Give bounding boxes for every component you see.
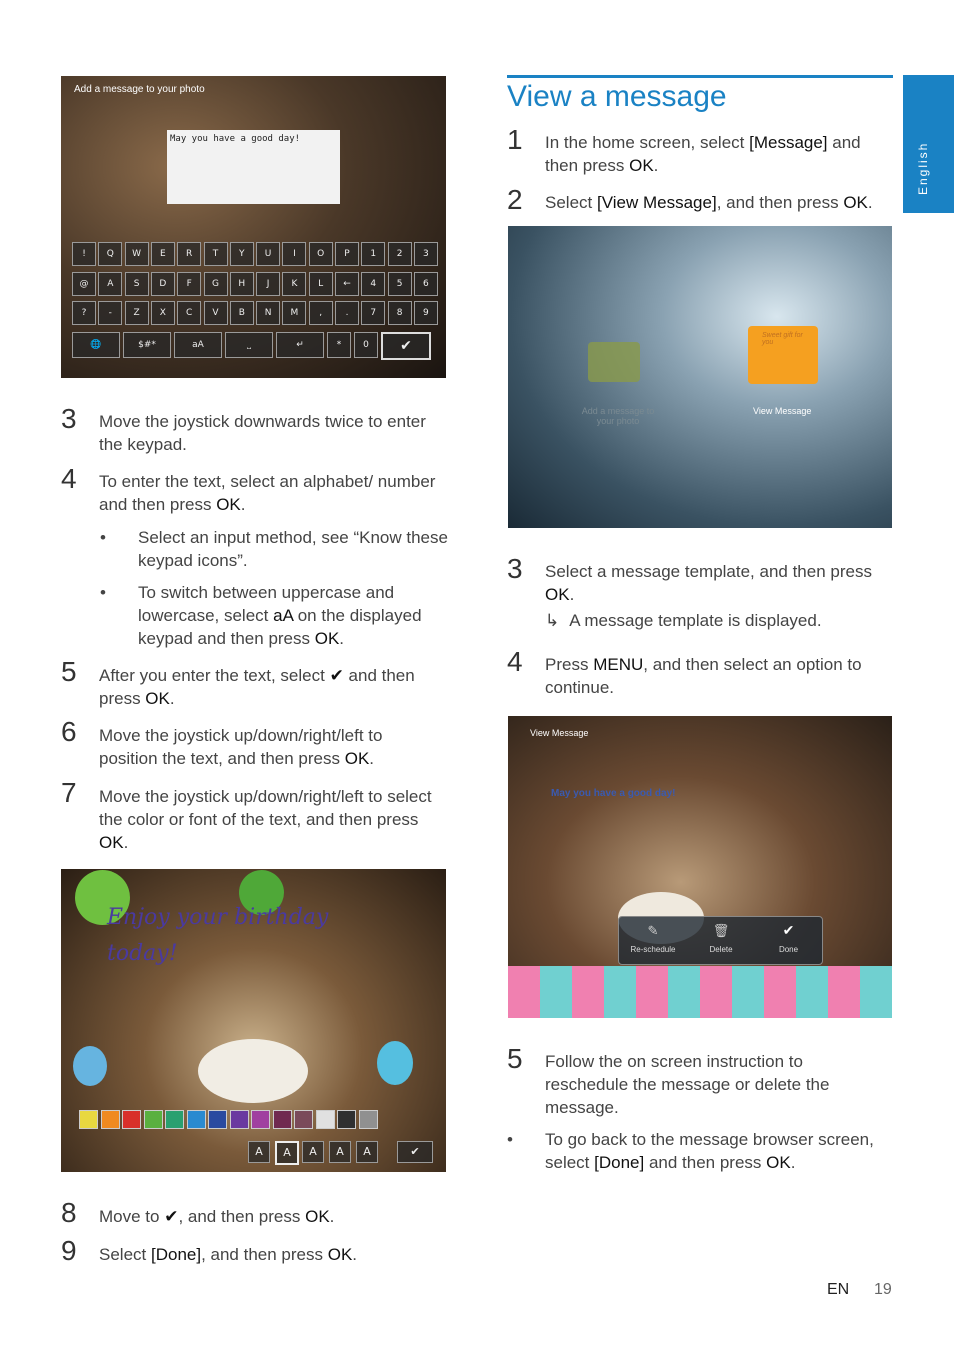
step-3r-end: . bbox=[569, 585, 575, 604]
color-swatch[interactable] bbox=[187, 1110, 206, 1129]
bullet-item bbox=[507, 1128, 895, 1174]
keyboard-bottom-key[interactable]: ↵ bbox=[276, 332, 324, 358]
bullet-dot: • bbox=[507, 1130, 513, 1149]
step-1-text: In the home screen, select bbox=[545, 133, 750, 152]
envelope-icon bbox=[748, 326, 818, 384]
keyboard-key[interactable]: J bbox=[256, 272, 280, 296]
step-9-end: . bbox=[352, 1245, 358, 1264]
bullet-end: . bbox=[339, 629, 345, 648]
reschedule-option[interactable] bbox=[619, 917, 687, 964]
ok-label: OK bbox=[99, 833, 124, 852]
keyboard-key[interactable]: Z bbox=[125, 301, 149, 325]
ok-label: OK bbox=[216, 495, 241, 514]
edit-icon: ✎ bbox=[647, 923, 659, 938]
bullet-text: Select an input method, see “Know these keypad icons”. bbox=[138, 528, 448, 570]
step-text bbox=[545, 131, 895, 177]
view-message-label: [View Message] bbox=[596, 193, 717, 212]
keyboard-key[interactable]: - bbox=[98, 301, 122, 325]
step-5-text: After you enter the text, select bbox=[99, 666, 330, 685]
delete-label: Delete bbox=[709, 945, 733, 954]
keyboard-key[interactable]: R bbox=[177, 242, 201, 266]
step-number: 5 bbox=[507, 1043, 523, 1074]
trash-icon: 🗑 bbox=[712, 923, 730, 938]
done-label: [Done] bbox=[150, 1245, 202, 1264]
cake bbox=[198, 1039, 308, 1103]
keyboard-key[interactable]: F bbox=[177, 272, 201, 296]
done-label: Done bbox=[778, 945, 799, 954]
overlay-text-line-1: Enjoy your birthday bbox=[107, 905, 329, 930]
ok-label: OK bbox=[766, 1153, 791, 1172]
keyboard-bottom-key[interactable]: aA bbox=[174, 332, 222, 358]
keyboard-key[interactable]: . bbox=[335, 301, 359, 325]
menu-screenshot bbox=[508, 226, 892, 528]
delete-option[interactable] bbox=[687, 917, 755, 964]
bullet-end: . bbox=[790, 1153, 796, 1172]
check-icon: ✔ bbox=[329, 666, 344, 685]
bullet-text: To switch between uppercase and lowercase, select bbox=[138, 583, 395, 625]
birthday-screenshot bbox=[61, 869, 446, 1172]
keyboard-key[interactable]: V bbox=[204, 301, 228, 325]
keyboard-key[interactable]: A bbox=[98, 272, 122, 296]
keyboard-key[interactable]: 4 bbox=[361, 272, 385, 296]
arrow-icon: ↳ bbox=[545, 611, 560, 630]
result-text: A message template is displayed. bbox=[569, 611, 822, 630]
view-message-screenshot bbox=[508, 716, 892, 1018]
step-4-end: . bbox=[240, 495, 246, 514]
message-text: May you have a good day! bbox=[170, 134, 301, 144]
step-1-text-2: and then press bbox=[545, 133, 861, 175]
ok-label: OK bbox=[843, 193, 868, 212]
keyboard-key[interactable]: K bbox=[282, 272, 306, 296]
step-9-text: Select bbox=[99, 1245, 151, 1264]
step-number: 8 bbox=[61, 1197, 77, 1228]
step-text bbox=[545, 560, 885, 606]
keyboard-key[interactable]: C bbox=[177, 301, 201, 325]
step-number: 7 bbox=[61, 777, 77, 808]
step-number: 5 bbox=[61, 656, 77, 687]
bullet-text-2: on the displayed keypad and then press bbox=[138, 606, 422, 648]
keyboard-key[interactable]: W bbox=[125, 242, 149, 266]
color-swatch[interactable] bbox=[165, 1110, 184, 1129]
font-button[interactable]: A bbox=[329, 1141, 351, 1163]
done-option[interactable] bbox=[755, 917, 822, 964]
step-number: 2 bbox=[507, 184, 523, 215]
step-text bbox=[99, 1205, 439, 1228]
step-2-end: . bbox=[867, 193, 873, 212]
font-button[interactable]: A bbox=[302, 1141, 324, 1163]
font-button[interactable]: A bbox=[248, 1141, 270, 1163]
step-2-text-2: , and then press bbox=[716, 193, 844, 212]
step-text bbox=[99, 724, 439, 770]
color-swatch[interactable] bbox=[101, 1110, 120, 1129]
keyboard-key[interactable]: U bbox=[256, 242, 280, 266]
keyboard-bottom-key[interactable]: 🌐 bbox=[72, 332, 120, 358]
step-text bbox=[545, 1050, 880, 1119]
keyboard-key[interactable]: , bbox=[309, 301, 333, 325]
keyboard-key[interactable]: O bbox=[309, 242, 333, 266]
message-label: [Message] bbox=[749, 133, 828, 152]
footer-page-number: 19 bbox=[874, 1281, 892, 1298]
keyboard-key[interactable]: 6 bbox=[414, 272, 438, 296]
overlay-text: May you have a good day! bbox=[551, 788, 676, 799]
keyboard-screenshot bbox=[61, 76, 446, 378]
overlay-text-line-2: today! bbox=[107, 941, 178, 966]
keyboard-key[interactable]: N bbox=[256, 301, 280, 325]
step-text bbox=[99, 1243, 439, 1266]
aa-label: aA bbox=[273, 606, 293, 625]
keyboard-key[interactable]: 3 bbox=[414, 242, 438, 266]
keyboard-bottom-key[interactable]: ✔ bbox=[381, 332, 431, 360]
step-number: 3 bbox=[507, 553, 523, 584]
keyboard-bottom-key[interactable]: 0 bbox=[354, 332, 378, 358]
keyboard-key[interactable]: M bbox=[282, 301, 306, 325]
result-line bbox=[545, 609, 885, 632]
keyboard-key[interactable]: ! bbox=[72, 242, 96, 266]
ok-label: OK bbox=[344, 749, 370, 768]
language-tab bbox=[903, 75, 954, 213]
ok-label: OK bbox=[629, 156, 654, 175]
font-button[interactable]: A bbox=[356, 1141, 378, 1163]
keyboard-key[interactable]: G bbox=[204, 272, 228, 296]
ok-label: OK bbox=[327, 1245, 353, 1264]
step-text bbox=[545, 653, 890, 699]
step-4-text: To enter the text, select an alphabet/ number and then press bbox=[99, 472, 436, 514]
step-number: 3 bbox=[61, 403, 77, 434]
step-number: 1 bbox=[507, 124, 523, 155]
ok-label: OK bbox=[305, 1207, 330, 1226]
step-text bbox=[99, 664, 439, 710]
keyboard-key[interactable]: 2 bbox=[388, 242, 412, 266]
keyboard-key[interactable]: T bbox=[204, 242, 228, 266]
bullet-item bbox=[100, 581, 453, 650]
check-icon: ✔ bbox=[782, 922, 795, 938]
bullet-item bbox=[100, 526, 448, 572]
options-panel bbox=[618, 916, 823, 965]
keyboard-bottom-key[interactable]: ⎵ bbox=[225, 332, 273, 358]
view-message-label: View Message bbox=[753, 406, 812, 416]
step-text bbox=[545, 191, 905, 214]
check-icon: ✔ bbox=[164, 1207, 179, 1226]
step-5r-text: Follow the on screen instruction to reschedule the message or delete the message. bbox=[545, 1052, 830, 1117]
color-swatch[interactable] bbox=[122, 1110, 141, 1129]
keyboard-key[interactable]: 9 bbox=[414, 301, 438, 325]
screen-title: Add a message to your photo bbox=[74, 84, 205, 95]
step-text bbox=[99, 470, 439, 516]
keyboard-key[interactable]: S bbox=[125, 272, 149, 296]
language-label: English bbox=[916, 141, 930, 195]
add-message-icon bbox=[588, 342, 640, 382]
color-swatch[interactable] bbox=[230, 1110, 249, 1129]
keyboard-key[interactable]: I bbox=[282, 242, 306, 266]
color-swatch[interactable] bbox=[273, 1110, 292, 1129]
keyboard-key[interactable]: Y bbox=[230, 242, 254, 266]
bullet-text-2: and then press bbox=[644, 1153, 767, 1172]
ok-label: OK bbox=[145, 689, 170, 708]
bullet-text: To go back to the message browser screen, select bbox=[545, 1130, 874, 1172]
message-text-box bbox=[167, 130, 340, 204]
keyboard-key[interactable]: 5 bbox=[388, 272, 412, 296]
step-text bbox=[99, 410, 439, 456]
color-swatch[interactable] bbox=[316, 1110, 335, 1129]
step-6-end: . bbox=[369, 749, 375, 768]
color-swatch[interactable] bbox=[251, 1110, 270, 1129]
step-number: 9 bbox=[61, 1235, 77, 1266]
menu-label: MENU bbox=[593, 655, 644, 674]
bullet-dot: • bbox=[100, 583, 106, 602]
envelope-text: Sweet gift for you bbox=[762, 332, 803, 346]
done-label: [Done] bbox=[594, 1153, 645, 1172]
keyboard-key[interactable]: P bbox=[335, 242, 359, 266]
font-button[interactable]: ✔ bbox=[397, 1141, 433, 1163]
keyboard-key[interactable]: Q bbox=[98, 242, 122, 266]
color-swatch[interactable] bbox=[337, 1110, 356, 1129]
keyboard-key[interactable]: 7 bbox=[361, 301, 385, 325]
step-1-end: . bbox=[653, 156, 659, 175]
screen-title: View Message bbox=[530, 728, 589, 738]
keyboard-key[interactable]: H bbox=[230, 272, 254, 296]
step-2-text: Select bbox=[545, 193, 597, 212]
keyboard-key[interactable]: D bbox=[151, 272, 175, 296]
color-swatch[interactable] bbox=[359, 1110, 378, 1129]
step-4r-text-2: , and then select an option to continue. bbox=[545, 655, 862, 697]
keyboard-key[interactable]: X bbox=[151, 301, 175, 325]
keyboard-key[interactable]: ? bbox=[72, 301, 96, 325]
step-5-text-2: and then press bbox=[99, 666, 415, 708]
step-5-end: . bbox=[169, 689, 175, 708]
step-8-end: . bbox=[329, 1207, 335, 1226]
step-3-text: Move the joystick downwards twice to enter the keypad. bbox=[99, 412, 426, 454]
add-message-label: Add a message to your photo bbox=[581, 406, 655, 426]
cupcakes-border bbox=[508, 966, 892, 1018]
color-swatch[interactable] bbox=[79, 1110, 98, 1129]
ok-label: OK bbox=[314, 629, 340, 648]
keyboard-key[interactable]: 1 bbox=[361, 242, 385, 266]
step-text bbox=[99, 785, 439, 854]
ok-label: OK bbox=[545, 585, 570, 604]
step-8-text: Move to bbox=[99, 1207, 165, 1226]
keyboard-bottom-key[interactable]: $#* bbox=[123, 332, 171, 358]
font-button[interactable]: A bbox=[275, 1141, 299, 1165]
keyboard-key[interactable]: @ bbox=[72, 272, 96, 296]
step-3r-text: Select a message template, and then press bbox=[545, 562, 872, 581]
balloon-blue-2 bbox=[377, 1041, 413, 1085]
step-7-end: . bbox=[123, 833, 129, 852]
keyboard-key[interactable]: ← bbox=[335, 272, 359, 296]
color-swatch[interactable] bbox=[208, 1110, 227, 1129]
step-number: 6 bbox=[61, 716, 77, 747]
keyboard-key[interactable]: B bbox=[230, 301, 254, 325]
keyboard-key[interactable]: L bbox=[309, 272, 333, 296]
reschedule-label: Re-schedule bbox=[630, 945, 676, 954]
keyboard-bottom-key[interactable]: * bbox=[327, 332, 351, 358]
title-rule bbox=[507, 75, 893, 78]
bullet-dot: • bbox=[100, 528, 106, 547]
step-number: 4 bbox=[61, 463, 77, 494]
footer-lang: EN bbox=[827, 1281, 850, 1298]
keyboard-key[interactable]: E bbox=[151, 242, 175, 266]
section-title: View a message bbox=[507, 80, 727, 113]
step-8-text-2: , and then press bbox=[178, 1207, 306, 1226]
step-6-text: Move the joystick up/down/right/left to position the text, and then press bbox=[99, 726, 383, 768]
keyboard-key[interactable]: 8 bbox=[388, 301, 412, 325]
color-swatch[interactable] bbox=[294, 1110, 313, 1129]
step-9-text-2: , and then press bbox=[201, 1245, 328, 1264]
step-7-text: Move the joystick up/down/right/left to select the color or font of the text, and then press bbox=[99, 787, 432, 829]
step-number: 4 bbox=[507, 646, 523, 677]
step-4r-text: Press bbox=[545, 655, 594, 674]
balloon-blue bbox=[73, 1046, 107, 1086]
color-swatch[interactable] bbox=[144, 1110, 163, 1129]
